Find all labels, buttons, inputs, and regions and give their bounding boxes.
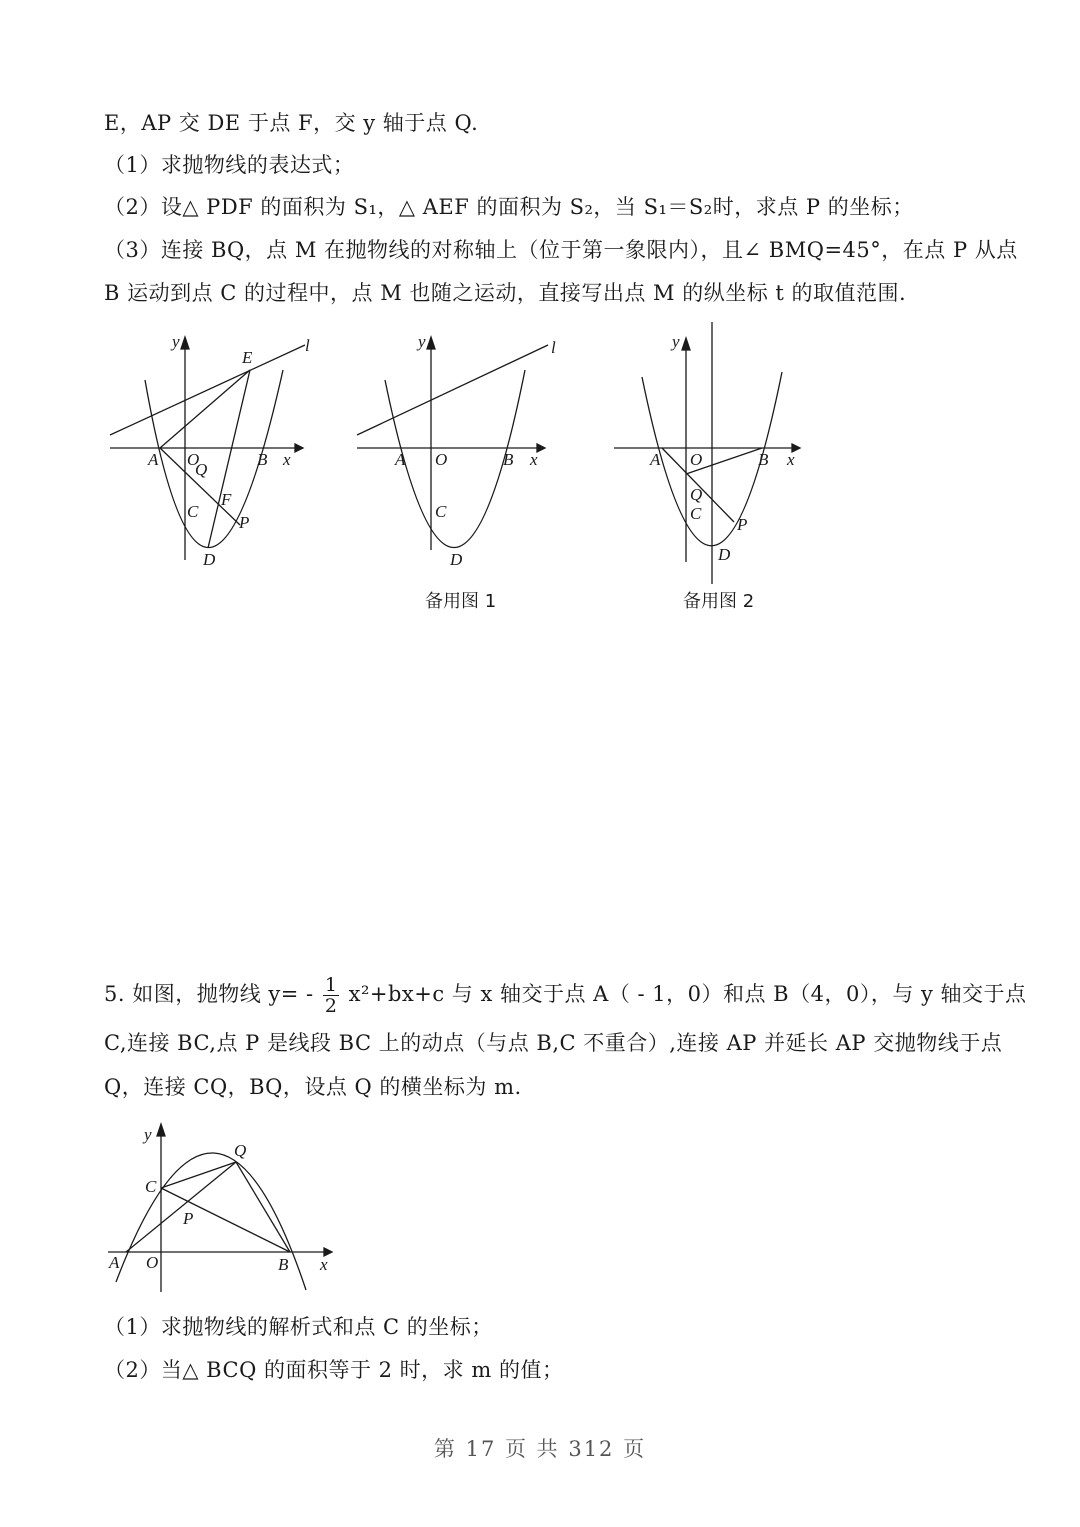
label-P: P [183,1209,194,1228]
p5-line2: C,连接 BC,点 P 是线段 BC 上的动点（与点 B,C 不重合）,连接 AP 并延长 AP 交抛物线于点 [104,1031,1003,1055]
p5-intro-b: x²+bx+c 与 x 轴交于点 A（ - 1，0）和点 B（4，0），与 y 轴交于点 [348,982,1027,1006]
p5-question-1: （1）求抛物线的解析式和点 C 的坐标； [104,1315,493,1339]
label-C: C [690,504,702,523]
label-y: y [172,332,180,351]
x-axis-arrow [295,444,303,452]
label-O: O [146,1253,159,1272]
label-x: x [530,450,538,469]
label-D: D [450,550,463,569]
label-A: A [650,450,661,469]
p5-fraction-denominator: 2 [324,995,338,1017]
p5-intro-line [104,975,1027,1016]
label-B: B [278,1255,289,1274]
p5-figure [106,1120,346,1300]
p4-question-2: （2）设△ PDF 的面积为 S₁，△ AEF 的面积为 S₂，当 S₁＝S₂时，求点 P 的坐标； [104,195,914,219]
p4-main-figure [105,325,315,575]
label-O: O [187,450,200,469]
label-D: D [718,545,731,564]
p4-question-1: （1）求抛物线的表达式； [104,153,355,177]
p4-question-3-line2: B 运动到点 C 的过程中，点 M 也随之运动，直接写出点 M 的纵坐标 t 的取值范围. [104,281,907,305]
label-Q: Q [690,485,703,504]
y-axis-arrow [427,337,435,349]
label-Q: Q [195,460,208,479]
y-axis-arrow [157,1124,165,1136]
label-D: D [203,550,216,569]
line-l [110,345,305,435]
y-axis-arrow [682,338,690,350]
label-P: P [239,513,250,532]
label-F: F [221,490,232,509]
p4-question-3-line1: （3）连接 BQ，点 M 在抛物线的对称轴上（位于第一象限内），且∠ BMQ=45°，在点 P 从点 [104,238,1018,262]
label-x: x [283,450,291,469]
label-y: y [672,332,680,351]
label-O: O [690,450,703,469]
label-y: y [144,1125,152,1144]
p4-spare-figure-2 [612,322,812,584]
p4-line1: E，AP 交 DE 于点 F，交 y 轴于点 Q. [104,111,479,135]
label-y: y [418,332,426,351]
label-C: C [145,1177,157,1196]
label-C: C [187,502,199,521]
label-A: A [109,1253,120,1272]
label-Q: Q [234,1141,247,1160]
y-axis-arrow [181,337,189,349]
label-O: O [435,450,448,469]
p5-fraction [323,975,340,1016]
caption-spare-2: 备用图 2 [683,591,755,612]
label-B: B [257,450,268,469]
p5-intro-a: 如图，抛物线 y= - [132,982,314,1006]
segment-AQ [126,1162,236,1252]
segment-AE [160,370,250,448]
label-E: E [242,348,253,367]
label-A: A [395,450,406,469]
label-A: A [148,450,159,469]
label-x: x [320,1255,328,1274]
label-B: B [758,450,769,469]
label-x: x [787,450,795,469]
x-axis-arrow [537,444,545,452]
label-l: l [551,338,556,357]
page-footer: 第 17 页 共 312 页 [433,1437,647,1461]
label-P: P [737,515,748,534]
p5-question-2: （2）当△ BCQ 的面积等于 2 时，求 m 的值； [104,1358,564,1382]
p5-line3: Q，连接 CQ，BQ，设点 Q 的横坐标为 m. [104,1075,522,1099]
line-l [357,345,548,435]
label-C: C [435,502,447,521]
caption-spare-1: 备用图 1 [425,591,497,612]
label-B: B [503,450,514,469]
p5-number: 5. [104,982,126,1006]
label-l: l [305,336,310,355]
p5-fraction-numerator: 1 [324,974,338,996]
p4-spare-figure-1 [355,325,565,575]
